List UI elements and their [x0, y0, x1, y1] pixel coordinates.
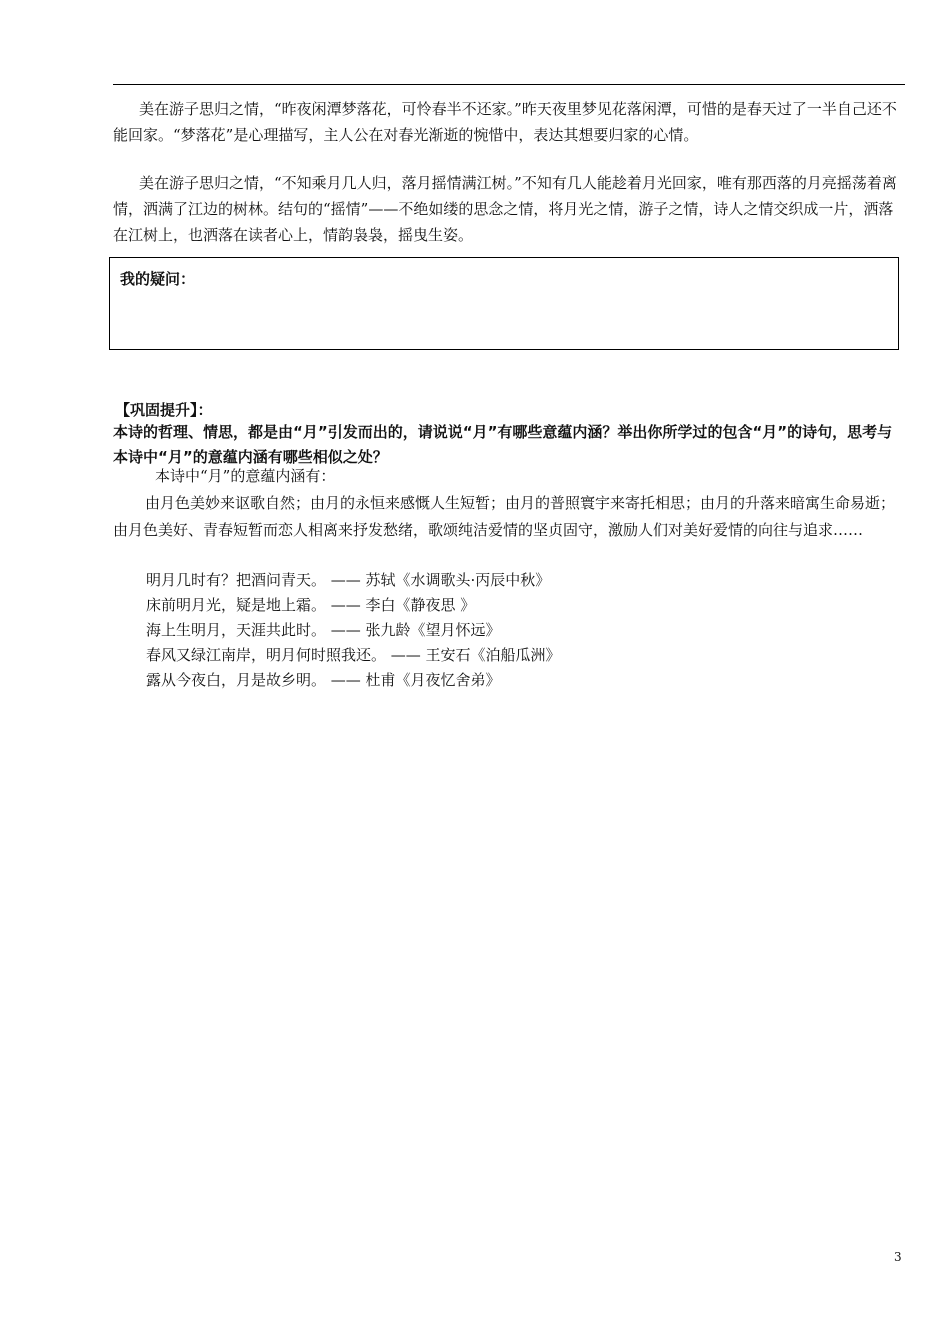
poem-line: 海上生明月，天涯共此时。 —— 张九龄《望月怀远》	[146, 621, 501, 639]
my-question-box[interactable]	[109, 257, 899, 350]
poem-line: 床前明月光，疑是地上霜。 —— 李白《静夜思 》	[146, 596, 476, 614]
poem-line: 春风又绿江南岸，明月何时照我还。 —— 王安石《泊船瓜洲》	[146, 646, 561, 664]
my-question-label: 我的疑问：	[120, 270, 196, 288]
answer-body	[113, 490, 905, 544]
answer-intro: 本诗中“月”的意蕴内涵有：	[155, 467, 336, 485]
header-rule	[113, 84, 905, 85]
paragraph-moon-feelings	[113, 170, 905, 248]
consolidation-prompt: 本诗的哲理、情思，都是由“月”引发而出的，请说说“月”有哪些意蕴内涵？举出你所学过的包含“月”的诗句，思考与本诗中“月”的意蕴内涵有哪些相似之处？	[113, 423, 893, 466]
page-number: 3	[894, 1250, 902, 1264]
poem-line: 明月几时有？把酒问青天。 —— 苏轼《水调歌头·丙辰中秋》	[146, 571, 551, 589]
consolidation-heading: 【巩固提升】：	[115, 401, 213, 419]
paragraph-text: 美在游子思归之情，“不知乘月几人归，落月摇情满江树。”不知有几人能趁着月光回家，唯有那西落的月亮摇荡着离情，洒满了江边的树林。结句的“摇情”——不绝如缕的思念之情，将月光之情，游子之情，诗人之情交织成一片，洒落在江树上，也洒落在读者心上，情韵袅袅，摇曳生姿。	[113, 174, 897, 244]
answer-body-text: 由月色美妙来讴歌自然；由月的永恒来感慨人生短暂；由月的普照寰宇来寄托相思；由月的升落来暗寓生命易逝；由月色美好、青春短暂而恋人相离来抒发愁绪，歌颂纯洁爱情的坚贞固守，激励人们对美好爱情的向往与追求……	[113, 494, 896, 539]
paragraph-text: 美在游子思归之情，“昨夜闲潭梦落花，可怜春半不还家。”昨天夜里梦见花落闲潭，可惜的是春天过了一半自己还不能回家。“梦落花”是心理描写，主人公在对春光渐逝的惋惜中，表达其想要归家的心情。	[113, 100, 897, 144]
paragraph-dream-flowers	[113, 96, 905, 148]
poem-line: 露从今夜白，月是故乡明。 —— 杜甫《月夜忆舍弟》	[146, 671, 501, 689]
poem-list	[146, 568, 561, 693]
